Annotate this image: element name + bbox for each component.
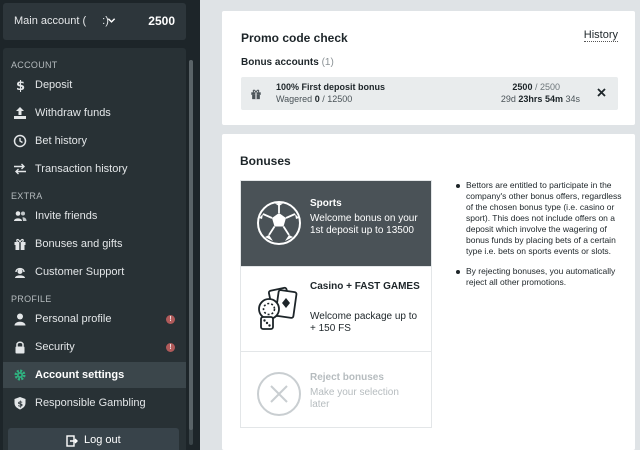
sidebar-item-withdraw[interactable]: Withdraw funds [3, 100, 186, 126]
gift-icon [250, 88, 262, 100]
gift-icon [13, 237, 27, 251]
option-title: Casino + FAST GAMES [310, 281, 420, 292]
bonuses-title: Bonuses [240, 154, 291, 168]
warning-icon: ! [166, 315, 175, 324]
option-description: Welcome bonus on your 1st deposit up to 13500 [310, 213, 418, 236]
support-icon [13, 265, 27, 279]
dollar-icon [13, 78, 27, 92]
upload-icon [13, 106, 27, 120]
shield-icon [13, 396, 27, 410]
history-link[interactable]: History [583, 29, 618, 41]
sidebar-item-account-settings[interactable]: Account settings [3, 362, 186, 388]
note-item: Bettors are entitled to participate in the company's other bonus offers, regardless of the chosen bonus type (i.e. casino or sport). This does not include offers on a deposit which involve the wagering of bonus funds by placing bets of a certain type i.e. bets on sports events or slots. [456, 180, 624, 257]
sidebar-item-personal-profile[interactable]: Personal profile ! [3, 306, 186, 332]
bonus-accounts-heading: Bonus accounts (1) [241, 57, 334, 68]
option-title: Reject bonuses [310, 372, 384, 383]
sidebar-item-customer-support[interactable]: Customer Support [3, 259, 186, 285]
svg-text:$: $ [17, 399, 24, 409]
bonus-name: 100% First deposit bonus [276, 82, 386, 92]
scrollbar-thumb[interactable] [189, 60, 193, 430]
account-balance: 2500 [148, 14, 175, 28]
casino-cards-icon [255, 285, 303, 333]
section-account: ACCOUNT [11, 60, 58, 70]
sidebar-item-responsible-gambling[interactable]: $ Responsible Gambling [3, 390, 186, 416]
logout-icon [66, 435, 78, 447]
sidebar-item-transaction-history[interactable]: Transaction history [3, 156, 186, 182]
gear-icon [13, 368, 27, 382]
warning-icon: ! [166, 343, 175, 352]
chevron-down-icon [107, 16, 116, 25]
sidebar-item-bonuses-gifts[interactable]: Bonuses and gifts [3, 231, 186, 257]
sidebar-item-deposit[interactable]: $ Deposit [3, 72, 186, 98]
account-menu [3, 48, 186, 450]
sidebar-item-invite-friends[interactable]: Invite friends [3, 203, 186, 229]
option-description: Welcome package up to + 150 FS [310, 311, 418, 334]
bonus-account-row [241, 77, 618, 110]
logout-button[interactable]: Log out [8, 428, 179, 450]
section-profile: PROFILE [11, 294, 52, 304]
promo-title: Promo code check [241, 31, 348, 45]
sidebar-scrollbar[interactable] [189, 60, 193, 445]
account-selector[interactable] [3, 3, 186, 40]
sidebar [0, 0, 200, 450]
bonus-option-casino[interactable] [241, 266, 431, 351]
bonus-notes [456, 180, 624, 297]
sidebar-item-bet-history[interactable]: Bet history [3, 128, 186, 154]
bonus-countdown: 29d 23hrs 54m 34s [500, 94, 580, 104]
svg-text:$: $ [16, 79, 26, 92]
option-title: Sports [310, 198, 342, 209]
bonuses-card [222, 134, 635, 450]
promo-code-card [222, 11, 635, 125]
reject-circle-icon [255, 370, 303, 418]
close-icon[interactable] [596, 87, 607, 98]
sidebar-item-security[interactable]: Security ! [3, 334, 186, 360]
bonus-amount: 2500 / 2500 [512, 82, 560, 92]
account-name: Main account ( :) [14, 15, 109, 27]
soccer-ball-icon [255, 199, 303, 247]
arrows-icon [13, 162, 27, 176]
option-description: Make your selection later [310, 387, 399, 410]
section-extra: EXTRA [11, 191, 43, 201]
user-icon [13, 312, 27, 326]
bonus-option-reject[interactable] [241, 351, 431, 436]
users-icon [13, 209, 27, 223]
bonus-wagered: Wagered 0 / 12500 [276, 94, 353, 104]
bonus-option-sports[interactable] [241, 181, 431, 266]
clock-icon [13, 134, 27, 148]
note-item: By rejecting bonuses, you automatically reject all other promotions. [456, 266, 624, 288]
bonus-options [240, 180, 432, 428]
lock-icon [13, 340, 27, 354]
